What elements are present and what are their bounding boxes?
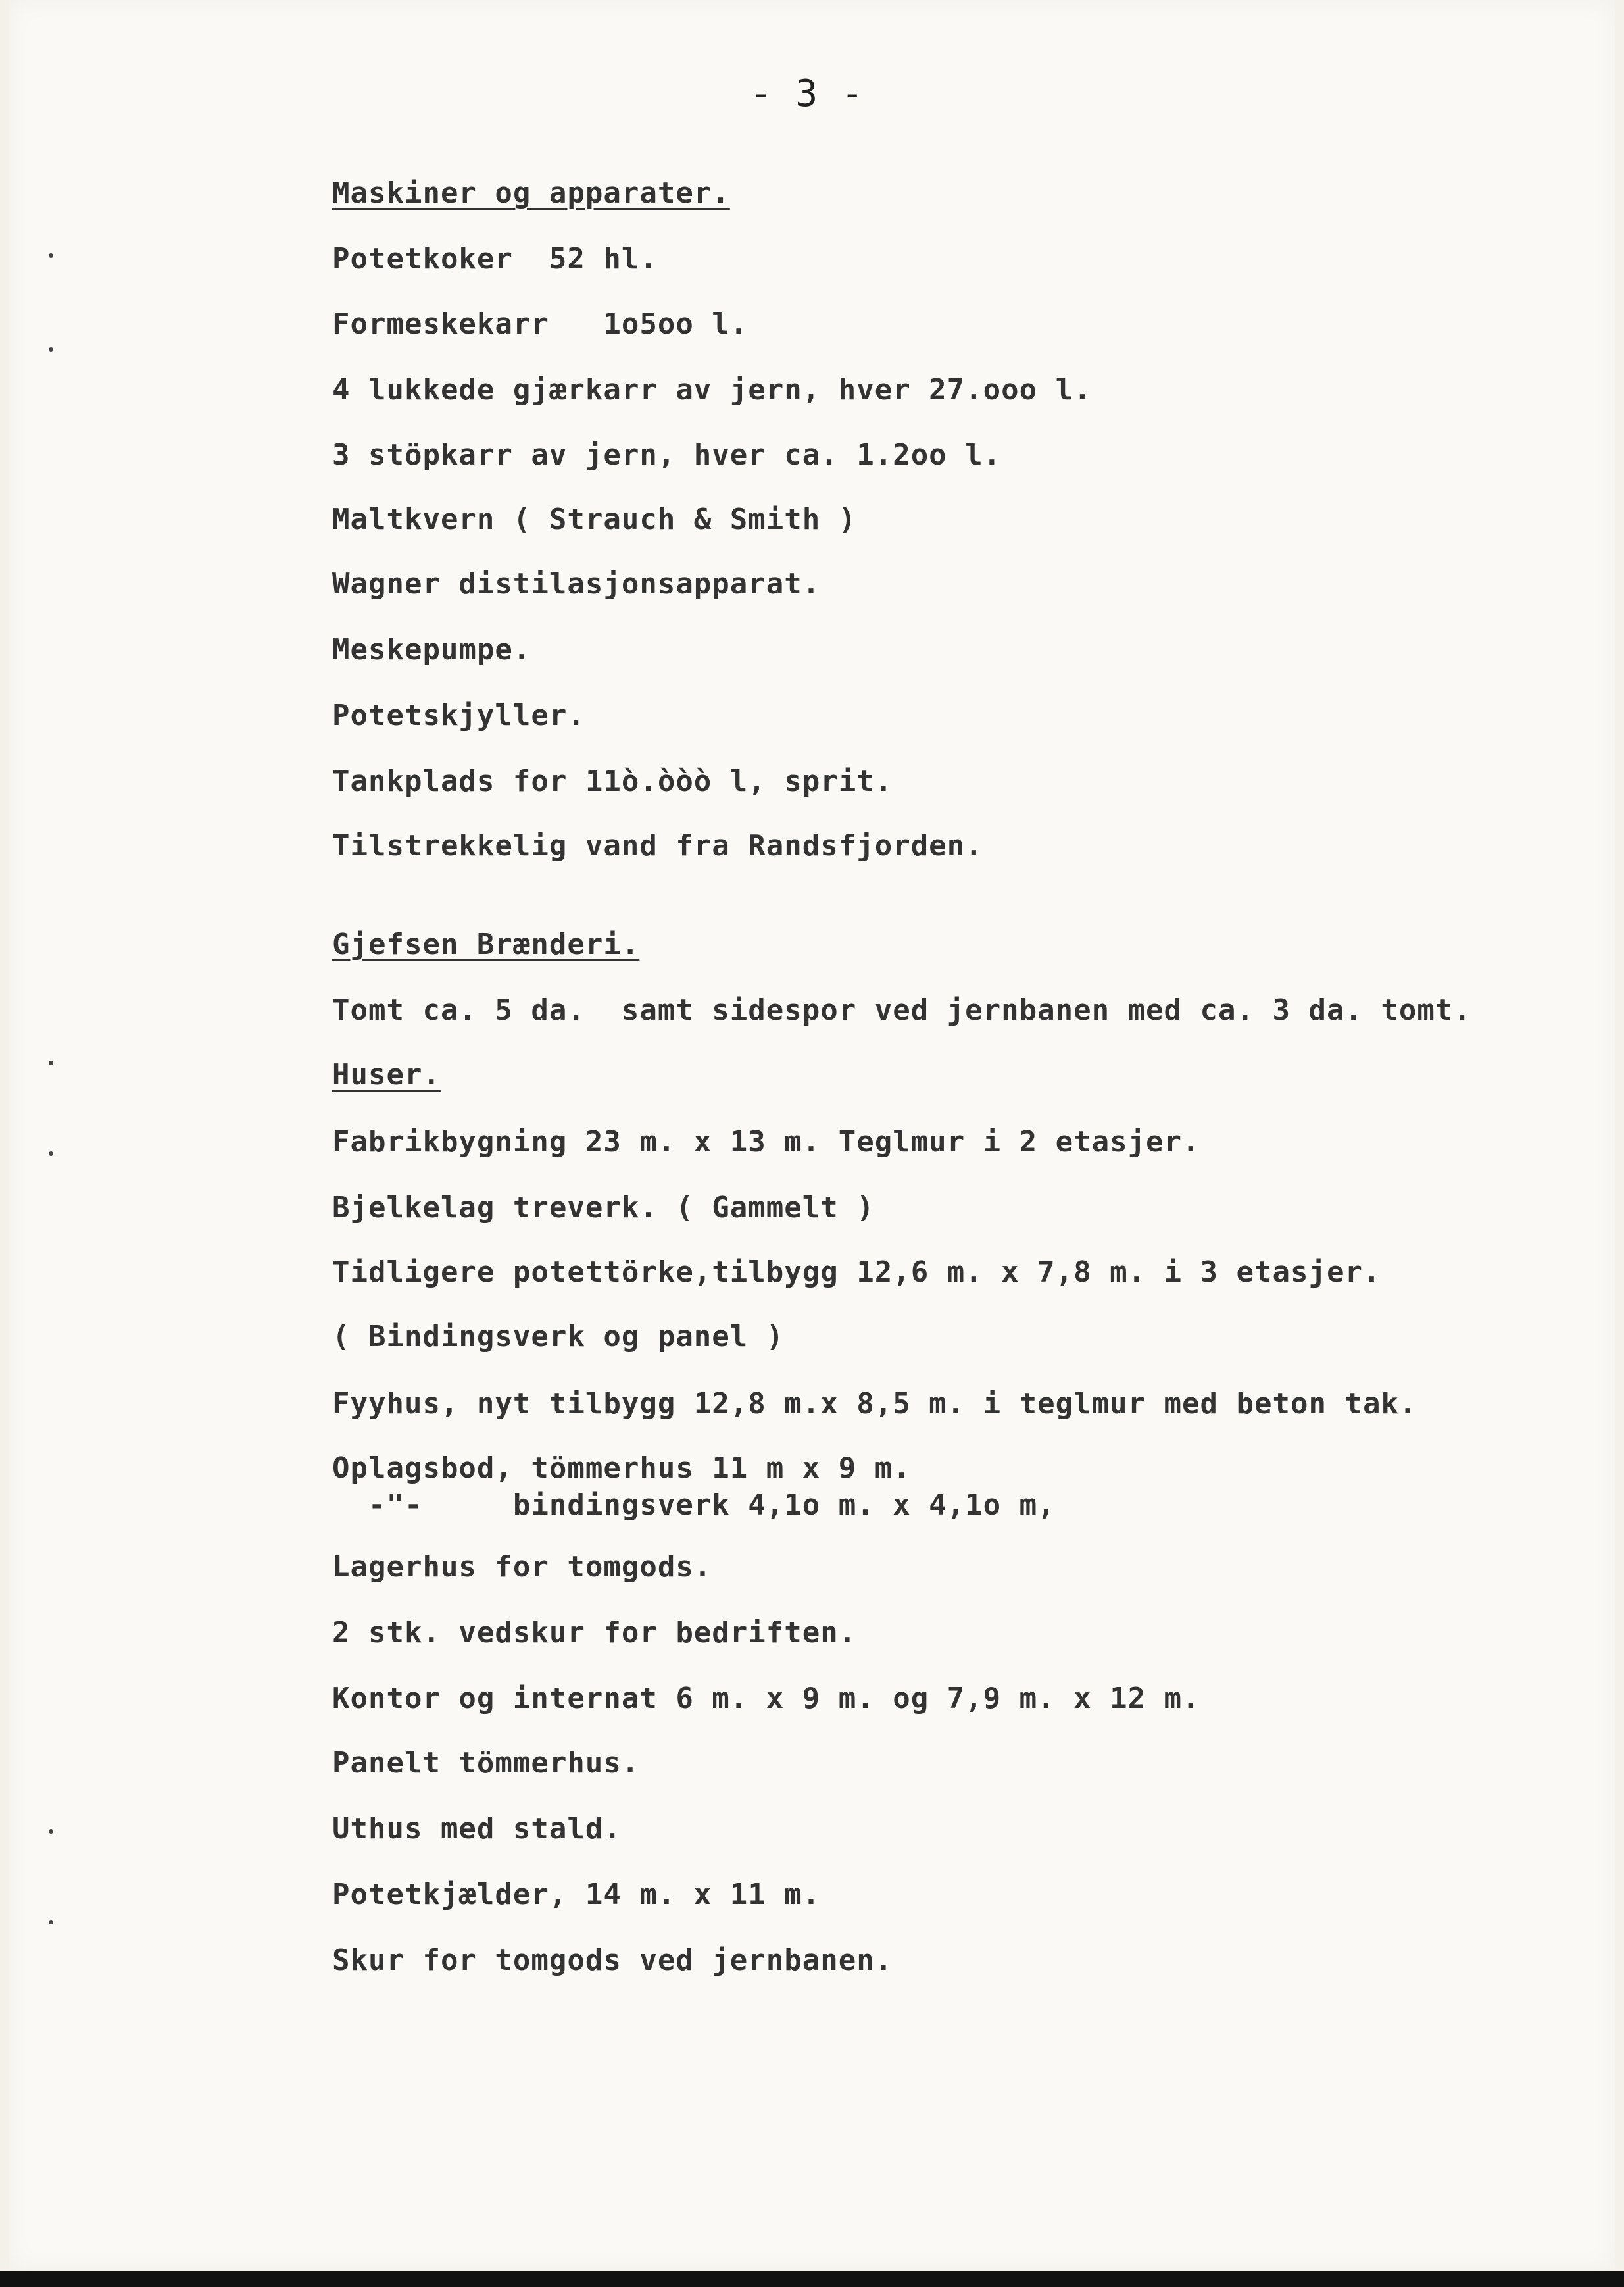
margin-mark [49, 253, 53, 258]
margin-mark [49, 1151, 53, 1156]
text-line: Potetskjyller. [332, 699, 585, 732]
text-line: -"- bindingsverk 4,1o m. x 4,1o m, [332, 1488, 1056, 1522]
text-line: Skur for tomgods ved jernbanen. [332, 1944, 893, 1977]
text-line: 3 stöpkarr av jern, hver ca. 1.2oo l. [332, 438, 1002, 472]
margin-mark [49, 1061, 53, 1065]
text-line: Tankplads for 11ò.òòò l, sprit. [332, 765, 893, 798]
text-line: Formeskekarr 1o5oo l. [332, 307, 749, 341]
text-line: Kontor og internat 6 m. x 9 m. og 7,9 m. x 12 m. [332, 1682, 1200, 1715]
text-line: ( Bindingsverk og panel ) [332, 1320, 785, 1353]
text-line: Wagner distilasjonsapparat. [332, 567, 821, 601]
heading-huser: Huser. [332, 1058, 441, 1092]
margin-mark [49, 347, 53, 352]
text-line: Uthus med stald. [332, 1812, 622, 1846]
heading-maskiner: Maskiner og apparater. [332, 176, 730, 210]
text-line: 2 stk. vedskur for bedriften. [332, 1616, 857, 1649]
text-line: Potetkjælder, 14 m. x 11 m. [332, 1878, 821, 1911]
text-line: Potetkoker 52 hl. [332, 242, 658, 276]
text-line: Tomt ca. 5 da. samt sidespor ved jernbanen med ca. 3 da. tomt. [332, 993, 1471, 1027]
text-line: Tidligere potettörke,tilbygg 12,6 m. x 7,8 m. i 3 etasjer. [332, 1255, 1381, 1289]
text-line: Tilstrekkelig vand fra Randsfjorden. [332, 829, 983, 863]
heading-gjefsen: Gjefsen Brænderi. [332, 928, 640, 961]
text-line: Maltkvern ( Strauch & Smith ) [332, 503, 857, 536]
margin-mark [49, 1829, 53, 1834]
text-line: Bjelkelag treverk. ( Gammelt ) [332, 1191, 875, 1224]
page-number: - 3 - [750, 72, 864, 115]
text-line: Oplagsbod, tömmerhus 11 m x 9 m. [332, 1451, 911, 1485]
text-line: Meskepumpe. [332, 633, 531, 666]
text-line: Lagerhus for tomgods. [332, 1550, 712, 1584]
text-line: 4 lukkede gjærkarr av jern, hver 27.ooo l. [332, 373, 1092, 407]
text-line: Fabrikbygning 23 m. x 13 m. Teglmur i 2 etasjer. [332, 1125, 1200, 1159]
scan-border [0, 2271, 1624, 2287]
text-line: Fyyhus, nyt tilbygg 12,8 m.x 8,5 m. i teglmur med beton tak. [332, 1387, 1417, 1420]
margin-mark [49, 1920, 53, 1924]
text-line: Panelt tömmerhus. [332, 1746, 640, 1780]
